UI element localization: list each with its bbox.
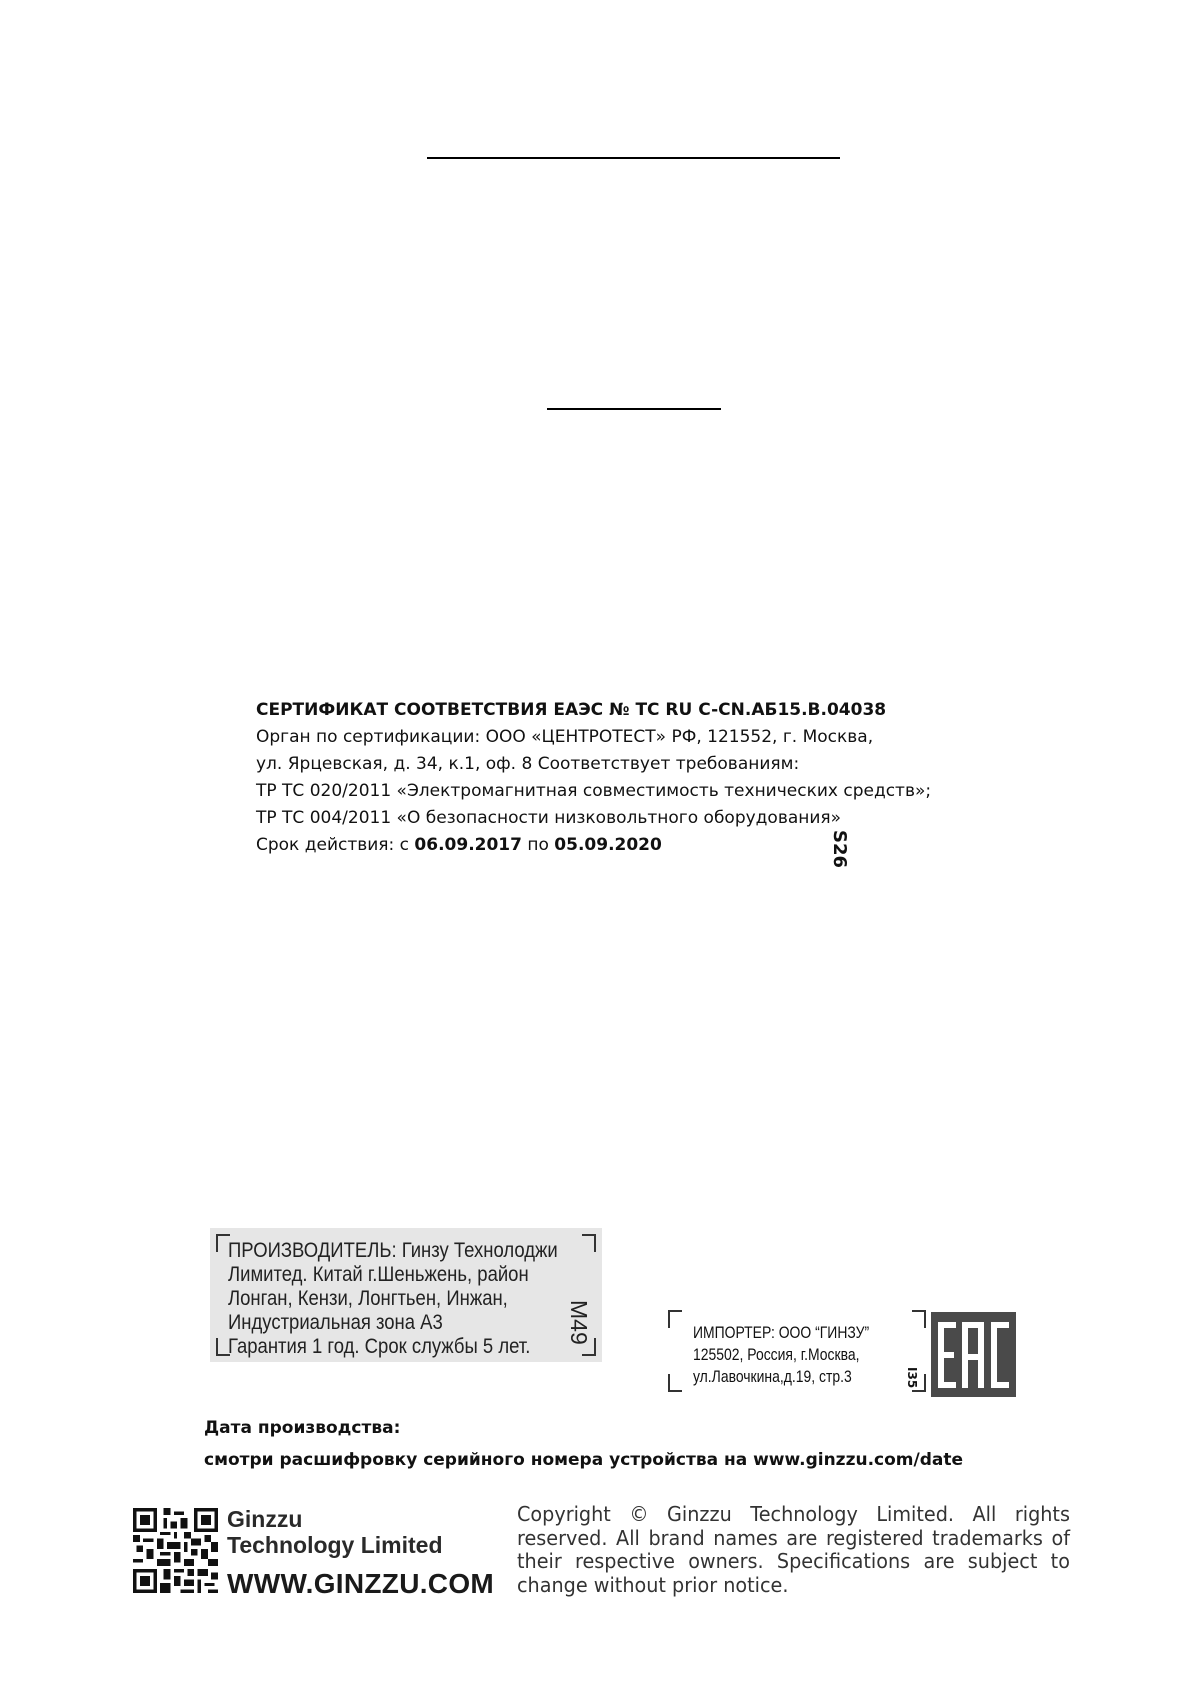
production-date-block (204, 1412, 963, 1476)
certificate-body-line: ТР ТС 020/2011 «Электромагнитная совместимость технических средств»; (256, 781, 932, 801)
validity-mid: по (521, 835, 555, 855)
manufacturer-label (210, 1228, 602, 1362)
website-link[interactable]: WWW.GINZZU.COM (227, 1568, 495, 1599)
qr-code-icon (133, 1508, 218, 1593)
certificate-validity (256, 832, 956, 859)
production-date-note: смотри расшифровку серийного номера устройства на www.ginzzu.com/date (204, 1450, 964, 1470)
company-block (227, 1506, 494, 1600)
corner-mark (582, 1234, 596, 1252)
importer-code: I35 (905, 1367, 919, 1389)
copyright-notice: Copyright © Ginzzu Technology Limited. All rights reserved. All brand names are registered trademarks of their respective owners. Specifications are subject to change without prior notice. (517, 1502, 1070, 1597)
manufacturer-line: Лонган, Кензи, Лонгтьен, Инжан, (228, 1286, 508, 1310)
manufacturer-code: M49 (566, 1300, 592, 1345)
company-name-line2: Technology Limited (227, 1532, 443, 1558)
title-underline (427, 157, 840, 159)
manufacturer-line: Индустриальная зона А3 (228, 1310, 443, 1334)
certificate-body-line: Орган по сертификации: ООО «ЦЕНТРОТЕСТ» РФ, 121552, г. Москва, (256, 727, 874, 747)
importer-line: 125502, Россия, г.Москва, (693, 1345, 860, 1364)
certificate-body-line: ТР ТС 004/2011 «О безопасности низковольтного оборудования» (256, 808, 842, 828)
importer-line: ИМПОРТЕР: ООО “ГИНЗУ” (693, 1323, 870, 1342)
manufacturer-line: Лимитед. Китай г.Шеньжень, район (228, 1262, 529, 1286)
validity-prefix: Срок действия: с (256, 835, 415, 855)
eac-mark-icon (931, 1312, 1016, 1397)
corner-mark (912, 1310, 926, 1328)
company-name: Ginzzu (227, 1506, 303, 1532)
corner-mark (668, 1374, 682, 1392)
section-underline (547, 408, 721, 410)
valid-to-date: 05.09.2020 (554, 835, 662, 855)
valid-from-date: 06.09.2017 (414, 835, 522, 855)
importer-label (668, 1310, 926, 1392)
importer-line: ул.Лавочкина,д.19, стр.3 (693, 1367, 852, 1386)
certificate-body-line: ул. Ярцевская, д. 34, к.1, оф. 8 Соответствует требованиям: (256, 754, 800, 774)
manufacturer-line: ПРОИЗВОДИТЕЛЬ: Гинзу Технолоджи (228, 1238, 558, 1262)
certificate-block (256, 697, 956, 859)
corner-mark (668, 1310, 682, 1328)
production-date-label: Дата производства: (204, 1418, 401, 1438)
certificate-code: S26 (829, 830, 850, 869)
certificate-title: СЕРТИФИКАТ СООТВЕТСТВИЯ ЕАЭС № ТС RU C-CN.АБ15.В.04038 (256, 700, 887, 720)
manufacturer-line: Гарантия 1 год. Срок службы 5 лет. (228, 1334, 531, 1358)
